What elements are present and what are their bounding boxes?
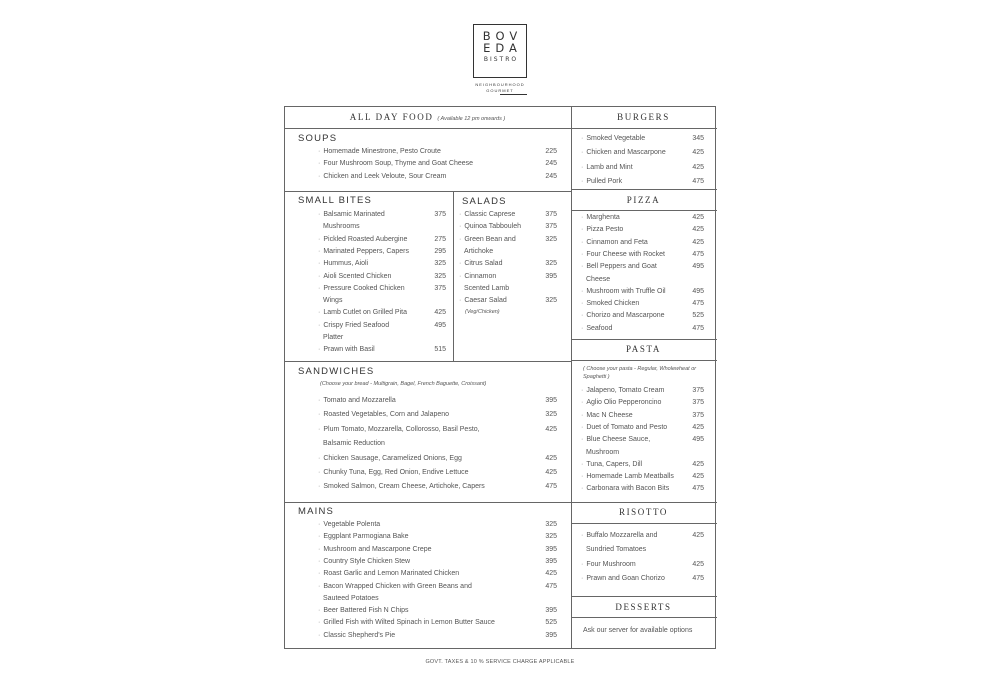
item-label-continued: Mushrooms [323, 223, 360, 231]
bullet-icon: · [318, 557, 321, 565]
bullet-icon: · [318, 411, 321, 419]
menu-item-price: 425 [692, 532, 704, 539]
bullet-icon: · [318, 425, 321, 433]
bullet-icon: · [318, 284, 321, 292]
menu-item-price: 395 [545, 607, 557, 615]
item-label: Classic Shepherd's Pie [323, 631, 396, 639]
brand-logo [473, 24, 527, 78]
menu-item-name [318, 395, 396, 407]
menu-item-name [318, 258, 368, 270]
menu-item-price: 495 [692, 436, 704, 444]
item-label: Aioli Scented Chicken [323, 272, 392, 280]
menu-item-name [318, 158, 473, 170]
soups-title: SOUPS [298, 133, 338, 144]
bullet-icon: · [581, 436, 584, 444]
menu-item-price: 325 [545, 235, 557, 243]
item-label: Chicken and Mascarpone [586, 149, 666, 157]
logo-line-3: BISTRO [483, 56, 519, 63]
soups-rule [285, 191, 571, 192]
menu-item-name [581, 385, 664, 397]
item-label: Smoked Vegetable [586, 135, 646, 142]
menu-item-name [581, 459, 642, 471]
bullet-icon: · [581, 324, 584, 332]
item-label: Chicken Sausage, Caramelized Onions, Egg [323, 454, 462, 462]
bullet-icon: · [459, 223, 462, 231]
bullet-icon: · [581, 263, 584, 271]
item-label: Smoked Salmon, Cream Cheese, Artichoke, Capers [323, 483, 485, 491]
item-label: Lamb Cutlet on Grilled Pita [323, 309, 407, 317]
all-day-banner [284, 112, 571, 122]
menu-item-price: 345 [692, 135, 704, 142]
item-label: Bell Peppers and Goat [586, 263, 657, 271]
menu-item-price: 425 [692, 226, 704, 234]
bullet-icon: · [581, 399, 584, 407]
menu-item-name [318, 320, 389, 332]
small-bites-title: SMALL BITES [298, 195, 373, 206]
item-label-continued: Wings [323, 297, 343, 305]
bullet-icon: · [581, 238, 584, 246]
menu-item-name [318, 519, 380, 531]
menu-item-price: 475 [545, 582, 557, 590]
menu-item-name [581, 147, 666, 159]
menu-item-price: 375 [434, 211, 446, 218]
menu-item-name [581, 237, 648, 249]
menu-item-name [318, 234, 407, 246]
menu-item-name [581, 286, 666, 298]
item-label: Pickled Roasted Aubergine [323, 235, 408, 243]
menu-item-name [459, 295, 507, 307]
menu-item-price: 325 [545, 533, 557, 541]
menu-item-name [581, 249, 665, 261]
item-label: Pizza Pesto [586, 226, 624, 234]
menu-item-name [581, 298, 639, 310]
menu-item-price: 475 [692, 575, 704, 583]
menu-item-price: 495 [434, 321, 446, 329]
bullet-icon: · [318, 533, 321, 541]
bullet-icon: · [318, 211, 321, 218]
bullet-icon: · [318, 321, 321, 329]
bullet-icon: · [318, 570, 321, 578]
menu-item-price: 325 [434, 260, 446, 268]
bullet-icon: · [459, 211, 462, 218]
menu-item-price: 245 [545, 160, 557, 168]
menu-item-name [318, 568, 459, 580]
menu-item-price: 375 [545, 211, 557, 218]
item-label: Caesar Salad [464, 297, 507, 305]
menu-item-name [581, 573, 665, 585]
bullet-icon: · [581, 149, 584, 157]
menu-item-price: 475 [692, 250, 704, 258]
risotto-header-rule [571, 523, 717, 524]
menu-item-name [459, 258, 502, 270]
menu-item-price: 245 [545, 172, 557, 180]
bullet-icon: · [581, 575, 584, 583]
sandwiches-rule [285, 502, 571, 503]
bullet-icon: · [318, 631, 321, 639]
menu-item-price: 425 [692, 149, 704, 157]
risotto-title: RISOTTO [618, 507, 669, 517]
menu-item-name [318, 283, 405, 295]
item-label: Citrus Salad [464, 260, 503, 268]
menu-item-name [581, 212, 620, 224]
menu-item-name [581, 162, 633, 174]
item-label: Marghenta [586, 214, 620, 221]
menu-item-price: 375 [692, 399, 704, 407]
menu-item-name [318, 453, 462, 465]
menu-item-price: 225 [545, 148, 557, 155]
item-label: Four Mushroom [586, 560, 636, 568]
all-day-title: ALL DAY FOOD [349, 112, 434, 122]
item-label: Plum Tomato, Mozzarella, Collorosso, Basil Pesto, [323, 425, 480, 433]
bullet-icon: · [318, 521, 321, 528]
menu-item-name [318, 556, 410, 568]
menu-item-name [581, 310, 665, 322]
menu-item-price: 425 [434, 309, 446, 317]
bullet-icon: · [581, 473, 584, 481]
sandwiches-title: SANDWICHES [298, 366, 375, 377]
mains-title: MAINS [298, 506, 335, 517]
item-label: Prawn with Basil [323, 346, 375, 354]
bullet-icon: · [318, 454, 321, 462]
bullet-icon: · [318, 260, 321, 268]
menu-item-price: 495 [692, 263, 704, 271]
logo-line-1: BOV [482, 29, 523, 43]
item-label: Chunky Tuna, Egg, Red Onion, Endive Lettuce [323, 469, 469, 476]
menu-item-name [318, 246, 409, 258]
item-label: Beer Battered Fish N Chips [323, 607, 409, 615]
item-label-continued: Mushroom [586, 448, 620, 456]
menu-item-name [318, 605, 409, 617]
menu-item-name [581, 261, 657, 273]
menu-item-price: 295 [434, 247, 446, 255]
all-day-note: ( Available 12 pm onwards ) [437, 116, 506, 122]
bullet-icon: · [318, 309, 321, 317]
menu-item-price: 475 [545, 483, 557, 491]
menu-item-name [581, 559, 636, 571]
menu-item-name [318, 409, 449, 421]
menu-item-name [318, 344, 375, 356]
caesar-note: (Veg/Chicken) [465, 309, 500, 315]
menu-item-price: 325 [545, 297, 557, 305]
item-label: Country Style Chicken Stew [323, 557, 411, 565]
menu-item-name [459, 271, 496, 283]
menu-item-price: 375 [692, 387, 704, 394]
menu-item-name [318, 581, 472, 593]
bullet-icon: · [581, 135, 584, 142]
menu-item-price: 425 [692, 560, 704, 568]
menu-item-price: 395 [545, 631, 557, 639]
menu-item-price: 495 [692, 287, 704, 295]
bullet-icon: · [581, 312, 584, 320]
pasta-note-2: Spaghetti ) [583, 374, 610, 380]
bullet-icon: · [318, 619, 321, 627]
menu-item-price: 375 [434, 284, 446, 292]
item-label: Crispy Fried Seafood [323, 321, 390, 329]
item-label: Balsamic Marinated [323, 211, 385, 218]
menu-item-name [318, 617, 495, 629]
tagline-1: NEIGHBOURHOOD [475, 82, 525, 87]
pizza-rule [571, 339, 717, 340]
item-label: Smoked Chicken [586, 300, 640, 308]
menu-item-price: 425 [692, 473, 704, 481]
menu-item-price: 425 [692, 214, 704, 221]
bullet-icon: · [581, 423, 584, 431]
menu-item-price: 325 [434, 272, 446, 280]
item-label: Roast Garlic and Lemon Marinated Chicken [323, 570, 460, 578]
item-label: Lamb and Mint [586, 163, 633, 171]
bullet-icon: · [581, 532, 584, 539]
bullet-icon: · [581, 214, 584, 221]
menu-item-price: 275 [434, 235, 446, 243]
pasta-rule [571, 502, 717, 503]
desserts-header-rule [571, 617, 717, 618]
menu-item-name [581, 410, 633, 422]
item-label: Cinnamon [464, 272, 497, 280]
item-label: Homemade Lamb Meatballs [586, 473, 674, 481]
menu-item-price: 395 [545, 557, 557, 565]
pizza-title: PIZZA [626, 195, 661, 205]
pizza-header-rule [571, 210, 717, 211]
pasta-header-rule [571, 360, 717, 361]
tagline-rule [500, 94, 527, 95]
bullet-icon: · [459, 235, 462, 243]
menu-item-name [581, 397, 661, 409]
item-label: Chicken and Leek Veloute, Sour Cream [323, 172, 447, 180]
menu-item-price: 425 [692, 238, 704, 246]
bullet-icon: · [459, 297, 462, 305]
menu-item-price: 515 [434, 346, 446, 354]
menu-item-name [581, 224, 623, 236]
item-label: Tomato and Mozzarella [323, 397, 396, 404]
bullet-icon: · [459, 272, 462, 280]
item-label: Tuna, Capers, Dill [586, 460, 643, 468]
menu-item-name [581, 133, 645, 145]
menu-item-price: 425 [692, 163, 704, 171]
menu-item-name [318, 271, 391, 283]
item-label: Carbonara with Bacon Bits [586, 485, 670, 493]
menu-item-name [318, 531, 409, 543]
item-label: Mushroom and Mascarpone Crepe [323, 545, 432, 553]
item-label: Jalapeno, Tomato Cream [586, 387, 665, 394]
item-label: Blue Cheese Sauce, [586, 436, 651, 444]
menu-item-price: 425 [692, 460, 704, 468]
item-label: Green Bean and [464, 235, 516, 243]
item-label: Eggplant Parmogiana Bake [323, 533, 409, 541]
item-label: Mac N Cheese [586, 411, 633, 419]
sandwiches-note: (Choose your bread - Multigrain, Bagel, French Baguette, Croissant) [320, 381, 487, 387]
menu-item-name [318, 467, 469, 479]
item-label-continued: Sauteed Potatoes [323, 594, 379, 602]
salads-title: SALADS [462, 196, 507, 207]
bullet-icon: · [581, 163, 584, 171]
item-label: Homemade Minestrone, Pesto Croute [323, 148, 441, 155]
menu-item-price: 395 [545, 272, 557, 280]
item-label: Chorizo and Mascarpone [586, 312, 665, 320]
item-label: Marinated Peppers, Capers [323, 247, 409, 255]
item-label: Pulled Pork [586, 178, 623, 186]
menu-item-price: 475 [692, 178, 704, 186]
bullet-icon: · [581, 226, 584, 234]
bullet-icon: · [318, 582, 321, 590]
bullet-icon: · [581, 411, 584, 419]
menu-item-price: 425 [545, 469, 557, 476]
bullet-icon: · [318, 172, 321, 180]
bullet-icon: · [318, 483, 321, 491]
risotto-rule [571, 596, 717, 597]
bullet-icon: · [581, 560, 584, 568]
item-label-continued: Sundried Tomatoes [586, 546, 647, 554]
bullet-icon: · [581, 460, 584, 468]
menu-item-name [581, 483, 669, 495]
menu-item-name [318, 146, 441, 158]
bites-salads-divider [453, 191, 454, 361]
bullet-icon: · [581, 387, 584, 394]
bullet-icon: · [318, 148, 321, 155]
all-day-rule [285, 128, 571, 129]
pasta-note-1: ( Choose your pasta - Regular, Wholewheat or [583, 366, 697, 372]
menu-item-price: 375 [692, 411, 704, 419]
menu-item-name [581, 422, 667, 434]
menu-item-price: 325 [545, 521, 557, 528]
menu-item-name [581, 530, 657, 542]
menu-item-price: 325 [545, 411, 557, 419]
item-label: Pressure Cooked Chicken [323, 284, 405, 292]
burgers-title: BURGERS [617, 112, 670, 122]
item-label-continued: Scented Lamb [464, 284, 510, 292]
menu-item-price: 425 [692, 423, 704, 431]
pasta-title: PASTA [626, 344, 661, 354]
bullet-icon: · [581, 178, 584, 186]
menu-item-price: 395 [545, 545, 557, 553]
menu-item-name [459, 234, 516, 246]
item-label: Quinoa Tabbouleh [464, 223, 522, 231]
menu-item-price: 525 [692, 312, 704, 320]
item-label: Buffalo Mozzarella and [586, 532, 658, 539]
menu-item-name [581, 434, 650, 446]
menu-item-name [318, 171, 446, 183]
bullet-icon: · [318, 247, 321, 255]
burgers-header-rule [571, 128, 717, 129]
item-label-continued: Artichoke [464, 247, 494, 255]
item-label: Aglio Olio Pepperoncino [586, 399, 662, 407]
item-label: Prawn and Goan Chorizo [586, 575, 665, 583]
bullet-icon: · [318, 346, 321, 354]
bites-rule [285, 361, 571, 362]
item-label-continued: Platter [323, 334, 344, 341]
bullet-icon: · [581, 300, 584, 308]
menu-item-name [459, 221, 521, 233]
tagline-2: GOURMET [486, 88, 514, 93]
menu-item-price: 375 [545, 223, 557, 231]
menu-item-price: 425 [545, 570, 557, 578]
item-label: Vegetable Polenta [323, 521, 381, 528]
menu-item-price: 425 [545, 454, 557, 462]
item-label: Cinnamon and Feta [586, 238, 648, 246]
bullet-icon: · [318, 397, 321, 404]
item-label-continued: Cheese [586, 275, 611, 283]
item-label: Mushroom with Truffle Oil [586, 287, 666, 295]
item-label: Roasted Vegetables, Corn and Jalapeno [323, 411, 450, 419]
menu-item-name [318, 209, 385, 221]
item-label-continued: Balsamic Reduction [323, 440, 385, 448]
menu-item-price: 425 [545, 425, 557, 433]
desserts-note: Ask our server for available options [583, 627, 693, 634]
menu-item-name [581, 471, 674, 483]
bullet-icon: · [318, 160, 321, 168]
menu-item-name [318, 424, 480, 436]
menu-item-price: 475 [692, 300, 704, 308]
logo-line-2: EDA [483, 41, 522, 55]
bullet-icon: · [581, 250, 584, 258]
menu-item-name [318, 307, 407, 319]
menu-item-price: 525 [545, 619, 557, 627]
menu-item-price: 475 [692, 324, 704, 332]
bullet-icon: · [318, 607, 321, 615]
bullet-icon: · [318, 469, 321, 476]
desserts-title: DESSERTS [615, 602, 672, 612]
menu-item-price: 475 [692, 485, 704, 493]
menu-item-name [318, 630, 395, 642]
bullet-icon: · [318, 272, 321, 280]
item-label: Classic Caprese [464, 211, 516, 218]
menu-item-name [459, 209, 515, 221]
item-label: Four Cheese with Rocket [586, 250, 665, 258]
item-label: Grilled Fish with Wilted Spinach in Lemon Butter Sauce [323, 619, 495, 627]
item-label: Hummus, Aioli [323, 260, 369, 268]
menu-item-price: 325 [545, 260, 557, 268]
footer-note: GOVT. TAXES & 10 % SERVICE CHARGE APPLICABLE [425, 659, 575, 665]
bullet-icon: · [581, 287, 584, 295]
item-label: Bacon Wrapped Chicken with Green Beans and [323, 582, 472, 590]
menu-item-name [318, 481, 485, 493]
item-label: Seafood [586, 324, 613, 332]
item-label: Four Mushroom Soup, Thyme and Goat Cheese [323, 160, 474, 168]
menu-item-name [581, 323, 612, 335]
bullet-icon: · [459, 260, 462, 268]
item-label: Duet of Tomato and Pesto [586, 423, 668, 431]
bullet-icon: · [581, 485, 584, 493]
bullet-icon: · [318, 545, 321, 553]
menu-item-name [318, 544, 432, 556]
burgers-rule [571, 189, 717, 190]
menu-item-name [581, 176, 622, 188]
bullet-icon: · [318, 235, 321, 243]
menu-item-price: 395 [545, 397, 557, 404]
